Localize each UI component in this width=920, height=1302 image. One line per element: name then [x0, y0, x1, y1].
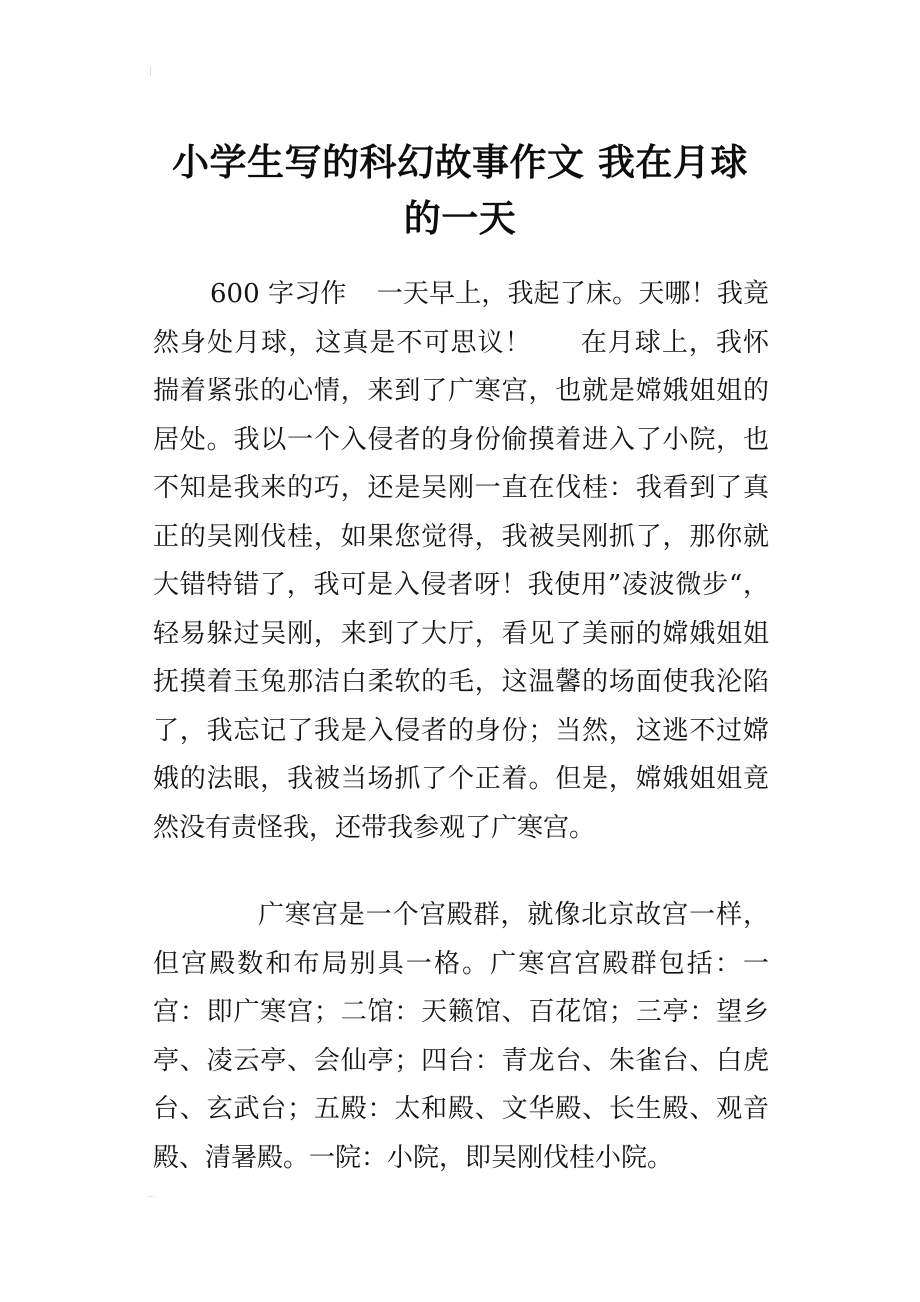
title-line-2: 的一天: [403, 196, 517, 240]
document-title: [0, 135, 920, 247]
paragraph-1-sentence-a: 一天早上，我起了床。天哪！我竟然身处月球，这真是不可思议！: [153, 279, 769, 358]
scan-mark-top: [150, 66, 155, 76]
paragraph-2: [153, 891, 769, 1182]
scan-mark-bottom: [148, 1190, 156, 1197]
paragraph-1-lead: 600 字习作: [210, 279, 347, 309]
paragraph-2-text: 广寒宫是一个宫殿群，就像北京故宫一样，但宫殿数和布局别具一格。广寒宫宫殿群包括：一宫：即广寒宫；二馆：天籁馆、百花馆；三亭：望乡亭、凌云亭、会仙亭；四台：青龙台、朱雀台、白虎台、玄武台；五殿：太和殿、文华殿、长生殿、观音殿、清暑殿。一院：小院，即吴刚伐桂小院。: [153, 900, 769, 1173]
paragraph-1-sentence-b: 在月球上，我怀揣着紧张的心情，来到了广寒宫，也就是嫦娥姐姐的居处。我以一个入侵者的身份偷摸着进入了小院，也不知是我来的巧，还是吴刚一直在伐桂：我看到了真正的吴刚伐桂，如果您觉得，我被吴刚抓了，那你就大错特错了，我可是入侵者呀！我使用”凌波微步“，轻易躲过吴刚，来到了大厅，看见了美丽的嫦娥姐姐抚摸着玉兔那洁白柔软的毛，这温馨的场面使我沦陷了，我忘记了我是入侵者的身份；当然，这逃不过嫦娥的法眼，我被当场抓了个正着。但是，嫦娥姐姐竟然没有责怪我，还带我参观了广寒宫。: [153, 327, 769, 843]
paragraph-1: [153, 270, 769, 852]
title-line-1: 小学生写的科幻故事作文 我在月球: [172, 140, 748, 184]
